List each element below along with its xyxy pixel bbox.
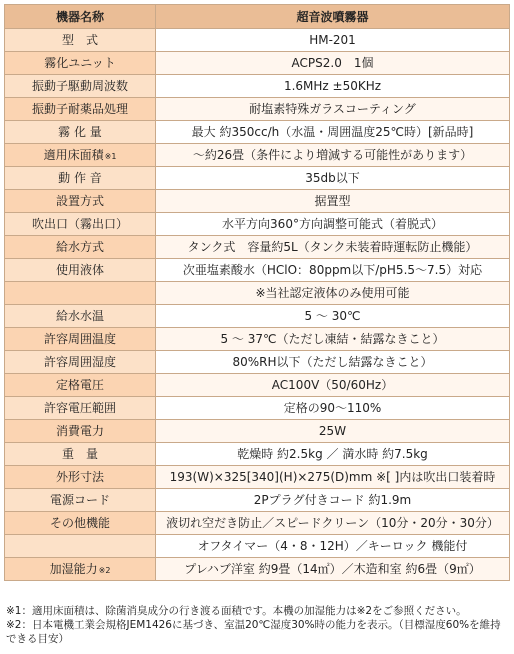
row-label [5,75,156,98]
row-label-text: 電源コード [49,493,110,507]
row-label-text: 設置方式 [55,194,104,208]
table-row [5,144,510,167]
row-label-text: 振動子耐薬品処理 [31,102,128,116]
row-value: 定格の90～110% [156,397,510,420]
row-label-text: 許容周囲温度 [43,332,116,346]
row-label-text: 給水水温 [55,309,104,323]
row-value: ACPS2.0 1個 [156,52,510,75]
row-value: 80%RH以下（ただし結露なきこと） [156,351,510,374]
row-label-text: 動 作 音 [58,171,102,185]
row-label [5,144,156,167]
row-label-text: 重 量 [61,447,98,461]
row-value: 5 ～ 30℃ [156,305,510,328]
row-label [5,443,156,466]
row-label-text: 適用床面積 [43,148,104,162]
table-row [5,52,510,75]
table-row [5,121,510,144]
table-row [5,328,510,351]
row-label [5,213,156,236]
row-value: 5 ～ 37℃（ただし凍結・結露なきこと） [156,328,510,351]
header-label: 機器名称 [5,5,156,29]
table-row [5,397,510,420]
row-value: 25W [156,420,510,443]
table-row [5,236,510,259]
row-label-text: 給水方式 [55,240,104,254]
row-label [5,558,156,581]
row-value: 耐塩素特殊ガラスコーティング [156,98,510,121]
row-label-text: 霧 化 量 [58,125,102,139]
row-label-text: 吹出口（霧出口） [31,217,128,231]
row-label-text: 加湿能力 [49,562,98,576]
row-value: 次亜塩素酸水（HClO：80ppm以下/pH5.5～7.5）対応 [156,259,510,282]
row-label-text: 許容周囲湿度 [43,355,116,369]
row-label-text: 定格電圧 [55,378,104,392]
table-row [5,29,510,52]
row-value: 液切れ空だき防止／スピードクリーン（10分・20分・30分） [156,512,510,535]
row-value: 193(W)×325[340](H)×275(D)mm ※[ ]内は吹出口装着時 [156,466,510,489]
row-label [5,351,156,374]
table-row [5,443,510,466]
table-row [5,512,510,535]
table-row [5,420,510,443]
row-label [5,328,156,351]
table-header-row [5,5,510,29]
row-label [5,489,156,512]
row-value: 2Pプラグ付きコード 約1.9m [156,489,510,512]
row-label [5,535,156,558]
table-row [5,558,510,581]
row-label-text: 型 式 [61,33,98,47]
row-value: 最大 約350cc/h（水温・周囲温度25℃時）[新品時] [156,121,510,144]
table-row [5,213,510,236]
row-value: 据置型 [156,190,510,213]
table-row [5,98,510,121]
row-value: HM-201 [156,29,510,52]
table-row [5,75,510,98]
row-label-text: その他機能 [49,516,110,530]
table-row [5,374,510,397]
header-value: 超音波噴霧器 [156,5,510,29]
row-label [5,420,156,443]
row-note-marker: ※1 [104,152,117,161]
row-value: プレハブ洋室 約9畳（14㎡）／木造和室 約6畳（9㎡） [156,558,510,581]
table-row [5,190,510,213]
row-label-text: 許容電圧範囲 [43,401,116,415]
row-value: オフタイマー（4・8・12H）／キーロック 機能付 [156,535,510,558]
table-row [5,489,510,512]
row-value: タンク式 容量約5L（タンク未装着時運転防止機能） [156,236,510,259]
row-value: 水平方向360°方向調整可能式（着脱式） [156,213,510,236]
table-row [5,535,510,558]
row-label-text: 使用液体 [55,263,104,277]
row-value: AC100V（50/60Hz） [156,374,510,397]
row-label [5,397,156,420]
row-label [5,29,156,52]
footnote-2: ※2：日本電機工業会規格JEM1426に基づき、室温20℃湿度30%時の能力を表示。（目標湿度60%を維持できる目安） [6,619,501,645]
row-label-text: 消費電力 [55,424,104,438]
row-label [5,98,156,121]
row-note-marker: ※2 [98,566,111,575]
row-value: ※当社認定液体のみ使用可能 [156,282,510,305]
row-label [5,282,156,305]
row-value: ～約26畳（条件により増減する可能性があります） [156,144,510,167]
row-label-text: 霧化ユニット [44,56,116,70]
row-value: 乾燥時 約2.5kg ／ 満水時 約7.5kg [156,443,510,466]
row-label-text: 振動子駆動周波数 [31,79,128,93]
row-label [5,236,156,259]
row-label-text: 外形寸法 [55,470,104,484]
row-label [5,466,156,489]
row-label [5,52,156,75]
table-row [5,259,510,282]
spec-table [4,4,510,581]
row-label [5,167,156,190]
row-label [5,190,156,213]
footnotes [6,604,510,646]
row-value: 35db以下 [156,167,510,190]
row-label [5,305,156,328]
row-label [5,121,156,144]
table-row [5,466,510,489]
table-row [5,282,510,305]
row-value: 1.6MHz ±50KHz [156,75,510,98]
table-row [5,167,510,190]
footnote-1: ※1：適用床面積は、除菌消臭成分の行き渡る面積です。本機の加湿能力は※2をご参照ください。 [6,605,467,617]
table-row [5,305,510,328]
row-label [5,512,156,535]
row-label [5,259,156,282]
table-row [5,351,510,374]
row-label [5,374,156,397]
